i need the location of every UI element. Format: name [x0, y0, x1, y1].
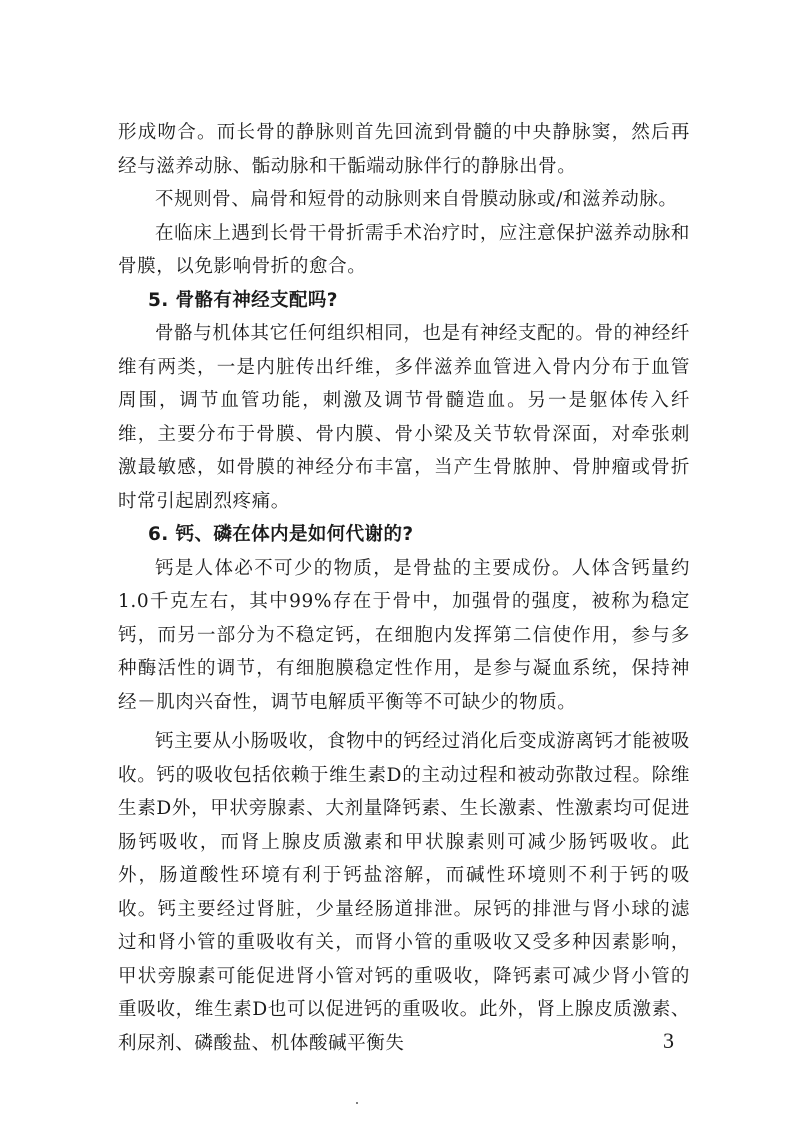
paragraph-veins-return: 形成吻合。而长骨的静脉则首先回流到骨髓的中央静脉窦，然后再经与滋养动脉、骺动脉和干骺端动脉伴行的静脉出骨。	[118, 122, 690, 177]
paragraph-bone-nerves: 骨骼与机体其它任何组织相同，也是有神经支配的。骨的神经纤维有两类，一是内脏传出纤维，多伴滋养血管进入骨内分布于血管周围，调节血管功能，刺激及调节骨髓造血。另一是躯体传入纤维，主要分布于骨膜、骨内膜、骨小梁及关节软骨深面，对牵张刺激最敏感，如骨膜的神经分布丰富，当产生骨脓肿、骨肿瘤或骨折时常引起剧烈疼痛。	[118, 323, 690, 512]
paragraph-calcium-role: 钙是人体必不可少的物质，是骨盐的主要成份。人体含钙量约1.0千克左右，其中99%存在于骨中，加强骨的强度，被称为稳定钙，而另一部分为不稳定钙，在细胞内发挥第二信使作用，参与多种酶活性的调节，有细胞膜稳定性作用，是参与凝血系统，保持神经－肌肉兴奋性，调节电解质平衡等不可缺少的物质。	[118, 557, 690, 713]
scan-speck	[356, 1102, 358, 1104]
page-body	[118, 116, 690, 1060]
section-heading-calcium-phosphorus: 6. 钙、磷在体内是如何代谢的?	[148, 524, 414, 545]
paragraph-clinical-note: 在临床上遇到长骨干骨折需手术治疗时，应注意保护滋养动脉和骨膜，以免影响骨折的愈合。	[118, 222, 690, 277]
paragraph-irregular-bone-arteries: 不规则骨、扁骨和短骨的动脉则来自骨膜动脉或/和滋养动脉。	[155, 189, 678, 210]
section-heading-bone-nerves: 5. 骨骼有神经支配吗?	[148, 289, 338, 311]
paragraph-calcium-absorption: 钙主要从小肠吸收，食物中的钙经过消化后变成游离钙才能被吸收。钙的吸收包括依赖于维生素D的主动过程和被动弥散过程。除维生素D外，甲状旁腺素、大剂量降钙素、生长激素、性激素均可促进肠钙吸收，而肾上腺皮质激素和甲状腺素则可减少肠钙吸收。此外，肠道酸性环境有利于钙盐溶解，而碱性环境则不利于钙的吸收。钙主要经过肾脏，少量经肠道排泄。尿钙的排泄与肾小球的滤过和肾小管的重吸收有关，而肾小管的重吸收又受多种因素影响，甲状旁腺素可能促进肾小管对钙的重吸收，降钙素可减少肾小管的重吸收，维生素D也可以促进钙的重吸收。此外，肾上腺皮质激素、利尿剂、磷酸盐、机体酸碱平衡失	[118, 731, 690, 1054]
page-number: 3	[663, 1028, 674, 1053]
